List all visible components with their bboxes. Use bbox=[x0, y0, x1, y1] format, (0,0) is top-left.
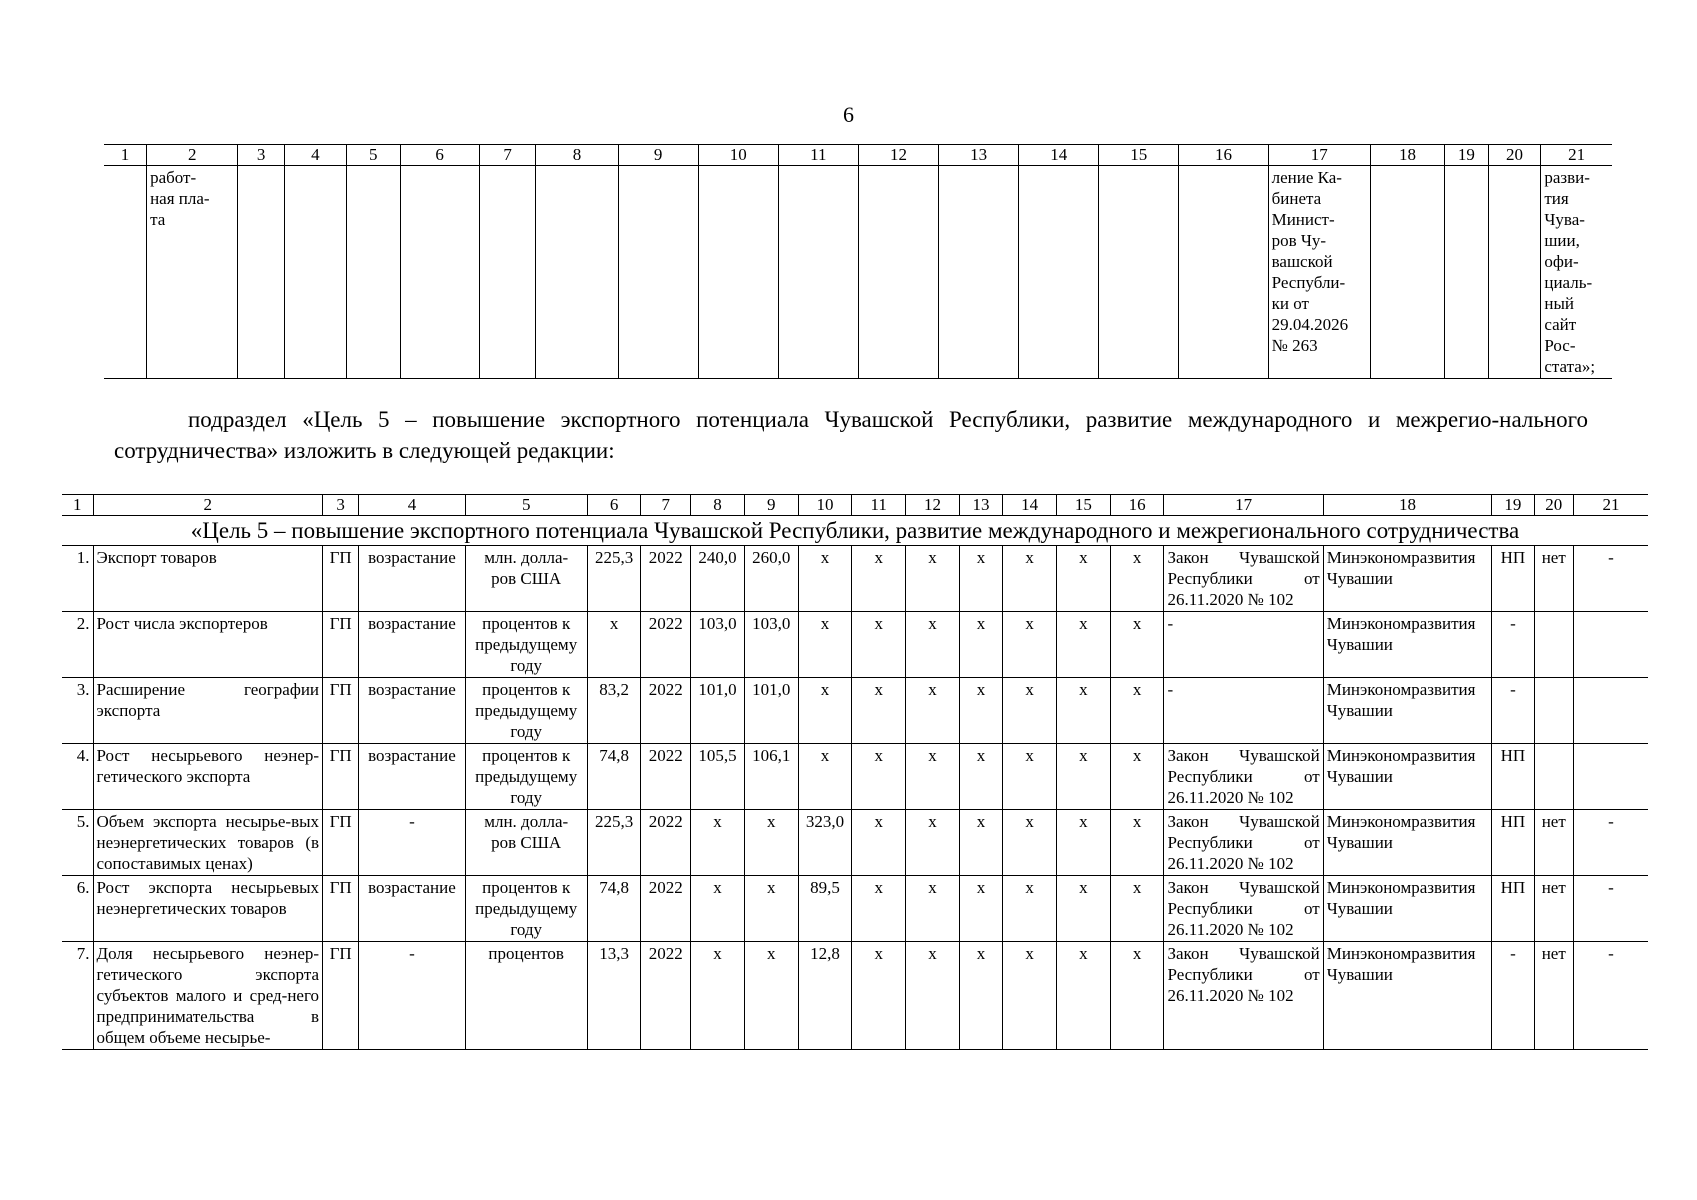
cell-v15: х bbox=[1056, 678, 1110, 744]
cell-year: 2022 bbox=[641, 942, 691, 1050]
column-numbers-row bbox=[62, 495, 1648, 516]
cell-v16: х bbox=[1110, 744, 1164, 810]
cell bbox=[400, 166, 479, 379]
cell-v13: х bbox=[959, 876, 1002, 942]
cell bbox=[778, 166, 858, 379]
cell-v12: х bbox=[906, 678, 960, 744]
column-number: 7 bbox=[479, 145, 536, 166]
cell-base: 74,8 bbox=[587, 744, 641, 810]
cell-type: ГП bbox=[323, 810, 359, 876]
cell-v10: 323,0 bbox=[798, 810, 852, 876]
cell-v15: х bbox=[1056, 546, 1110, 612]
column-number: 20 bbox=[1488, 145, 1541, 166]
column-number: 2 bbox=[147, 145, 238, 166]
cell-v9: х bbox=[744, 810, 798, 876]
column-number: 11 bbox=[778, 145, 858, 166]
column-number: 5 bbox=[346, 145, 400, 166]
cell bbox=[1445, 166, 1489, 379]
cell-type: ГП bbox=[323, 678, 359, 744]
cell-name: Экспорт товаров bbox=[93, 546, 323, 612]
cell-base: 225,3 bbox=[587, 810, 641, 876]
cell-v16: х bbox=[1110, 810, 1164, 876]
column-number: 1 bbox=[104, 145, 147, 166]
cell-v14: х bbox=[1003, 744, 1057, 810]
cell-v12: х bbox=[906, 942, 960, 1050]
amendment-paragraph: подраздел «Цель 5 – повышение экспортного потенциала Чувашской Республики, развитие международного и межрегио-нального сотрудничества» изложить в следующей редакции: bbox=[114, 407, 1588, 463]
cell-year: 2022 bbox=[641, 678, 691, 744]
cell-year: 2022 bbox=[641, 744, 691, 810]
cell-trend: возрастание bbox=[359, 678, 465, 744]
cell-v15: х bbox=[1056, 744, 1110, 810]
cell-v8: х bbox=[691, 810, 745, 876]
cell-v12: х bbox=[906, 612, 960, 678]
cell-base: х bbox=[587, 612, 641, 678]
cell-v8: х bbox=[691, 942, 745, 1050]
cell-v16: х bbox=[1110, 612, 1164, 678]
cell-doc: Закон Чувашской Республики от 26.11.2020 № 102 bbox=[1164, 546, 1323, 612]
column-number: 13 bbox=[959, 495, 1002, 516]
cell bbox=[104, 166, 147, 379]
cell-base: 225,3 bbox=[587, 546, 641, 612]
cell bbox=[698, 166, 778, 379]
continuation-table bbox=[104, 144, 1612, 379]
table-row bbox=[62, 612, 1648, 678]
column-number: 9 bbox=[744, 495, 798, 516]
column-number: 1 bbox=[62, 495, 93, 516]
cell-v10: х bbox=[798, 678, 852, 744]
column-number: 17 bbox=[1164, 495, 1323, 516]
cell-v14: х bbox=[1003, 942, 1057, 1050]
cell-c21 bbox=[1573, 612, 1648, 678]
column-number: 7 bbox=[641, 495, 691, 516]
column-number: 6 bbox=[400, 145, 479, 166]
cell bbox=[1179, 166, 1268, 379]
column-number: 2 bbox=[93, 495, 323, 516]
cell-v15: х bbox=[1056, 810, 1110, 876]
cell bbox=[1099, 166, 1179, 379]
cell-v8: 240,0 bbox=[691, 546, 745, 612]
cell-c19: - bbox=[1492, 612, 1534, 678]
cell-doc: Закон Чувашской Республики от 26.11.2020 № 102 bbox=[1164, 810, 1323, 876]
cell-year: 2022 bbox=[641, 876, 691, 942]
column-number: 9 bbox=[618, 145, 698, 166]
cell-doc: Закон Чувашской Республики от 26.11.2020 № 102 bbox=[1164, 744, 1323, 810]
cell-trend: возрастание bbox=[359, 546, 465, 612]
cell-v8: 101,0 bbox=[691, 678, 745, 744]
cell-v12: х bbox=[906, 876, 960, 942]
cell bbox=[479, 166, 536, 379]
cell-trend: - bbox=[359, 810, 465, 876]
cell-type: ГП bbox=[323, 942, 359, 1050]
column-number: 11 bbox=[852, 495, 906, 516]
cell-v15: х bbox=[1056, 876, 1110, 942]
cell-c19: - bbox=[1492, 942, 1534, 1050]
cell-c19: НП bbox=[1492, 810, 1534, 876]
column-number: 15 bbox=[1056, 495, 1110, 516]
cell-org: Минэкономразвития Чувашии bbox=[1323, 876, 1492, 942]
cell-doc: Закон Чувашской Республики от 26.11.2020 № 102 bbox=[1164, 876, 1323, 942]
cell-name: Доля несырьевого неэнер-гетического экспорта субъектов малого и сред-него предпринимательства в общем объеме несырье- bbox=[93, 942, 323, 1050]
cell-base: 83,2 bbox=[587, 678, 641, 744]
goal-title-row bbox=[62, 516, 1648, 546]
cell-v11: х bbox=[852, 612, 906, 678]
column-number: 13 bbox=[939, 145, 1019, 166]
cell-n: 6. bbox=[62, 876, 93, 942]
cell bbox=[858, 166, 938, 379]
cell-base: 74,8 bbox=[587, 876, 641, 942]
cell-v13: х bbox=[959, 942, 1002, 1050]
cell-n: 4. bbox=[62, 744, 93, 810]
cell-name: Рост числа экспортеров bbox=[93, 612, 323, 678]
cell-v13: х bbox=[959, 810, 1002, 876]
cell bbox=[618, 166, 698, 379]
cell bbox=[284, 166, 346, 379]
cell-v9: 106,1 bbox=[744, 744, 798, 810]
column-number: 6 bbox=[587, 495, 641, 516]
cell-n: 2. bbox=[62, 612, 93, 678]
cell-name: Расширение географии экспорта bbox=[93, 678, 323, 744]
cell-v11: х bbox=[852, 942, 906, 1050]
cell-type: ГП bbox=[323, 546, 359, 612]
cell-c21: - bbox=[1573, 546, 1648, 612]
cell-org: Минэкономразвития Чувашии bbox=[1323, 744, 1492, 810]
cell-c20: нет bbox=[1534, 876, 1573, 942]
cell bbox=[1019, 166, 1099, 379]
cell-c20 bbox=[1534, 612, 1573, 678]
cell-type: ГП bbox=[323, 876, 359, 942]
cell-n: 3. bbox=[62, 678, 93, 744]
cell-v14: х bbox=[1003, 546, 1057, 612]
cell bbox=[238, 166, 285, 379]
cell-v9: х bbox=[744, 876, 798, 942]
cell-v11: х bbox=[852, 810, 906, 876]
cell-year: 2022 bbox=[641, 546, 691, 612]
column-number: 3 bbox=[238, 145, 285, 166]
cell-v16: х bbox=[1110, 546, 1164, 612]
cell bbox=[1488, 166, 1541, 379]
cell-n: 7. bbox=[62, 942, 93, 1050]
cell-v13: х bbox=[959, 678, 1002, 744]
cell-v10: 89,5 bbox=[798, 876, 852, 942]
cell-name: Рост несырьевого неэнер-гетического экспорта bbox=[93, 744, 323, 810]
cell-doc: - bbox=[1164, 612, 1323, 678]
cell-v9: 103,0 bbox=[744, 612, 798, 678]
column-numbers-row bbox=[104, 145, 1612, 166]
column-number: 5 bbox=[465, 495, 587, 516]
cell-v16: х bbox=[1110, 876, 1164, 942]
cell-c21: - bbox=[1573, 876, 1648, 942]
column-number: 21 bbox=[1541, 145, 1612, 166]
column-number: 12 bbox=[906, 495, 960, 516]
table-row bbox=[62, 744, 1648, 810]
column-number: 4 bbox=[284, 145, 346, 166]
cell-unit: процентов bbox=[465, 942, 587, 1050]
cell-v16: х bbox=[1110, 678, 1164, 744]
cell-unit: процентов к предыдущему году bbox=[465, 612, 587, 678]
cell-year: 2022 bbox=[641, 810, 691, 876]
cell-unit: процентов к предыдущему году bbox=[465, 876, 587, 942]
cell-type: ГП bbox=[323, 612, 359, 678]
column-number: 10 bbox=[698, 145, 778, 166]
table-row bbox=[62, 546, 1648, 612]
cell-c20 bbox=[1534, 678, 1573, 744]
cell-col21: разви- тия Чува- шии, офи- циаль- ный сайт Рос- стата»; bbox=[1541, 166, 1612, 379]
cell-name: Объем экспорта несырье-вых неэнергетических товаров (в сопоставимых ценах) bbox=[93, 810, 323, 876]
cell-v13: х bbox=[959, 612, 1002, 678]
cell-trend: возрастание bbox=[359, 876, 465, 942]
table-row bbox=[62, 810, 1648, 876]
cell-org: Минэкономразвития Чувашии bbox=[1323, 942, 1492, 1050]
table-row bbox=[62, 678, 1648, 744]
cell-v15: х bbox=[1056, 612, 1110, 678]
cell-v12: х bbox=[906, 744, 960, 810]
column-number: 8 bbox=[691, 495, 745, 516]
cell-col17: ление Ка- бинета Минист- ров Чу- вашской Республи- ки от 29.04.2026 № 263 bbox=[1268, 166, 1370, 379]
cell-v9: 101,0 bbox=[744, 678, 798, 744]
column-number: 14 bbox=[1019, 145, 1099, 166]
cell-unit: млн. долла- ров США bbox=[465, 810, 587, 876]
cell-v14: х bbox=[1003, 876, 1057, 942]
column-number: 20 bbox=[1534, 495, 1573, 516]
table-row bbox=[62, 942, 1648, 1050]
column-number: 10 bbox=[798, 495, 852, 516]
column-number: 4 bbox=[359, 495, 465, 516]
cell-c20: нет bbox=[1534, 942, 1573, 1050]
cell-org: Минэкономразвития Чувашии bbox=[1323, 810, 1492, 876]
table-row bbox=[62, 876, 1648, 942]
cell-unit: млн. долла- ров США bbox=[465, 546, 587, 612]
cell-type: ГП bbox=[323, 744, 359, 810]
column-number: 16 bbox=[1179, 145, 1268, 166]
cell-col2: работ- ная пла- та bbox=[147, 166, 238, 379]
page-number: 6 bbox=[843, 102, 854, 127]
column-number: 19 bbox=[1492, 495, 1534, 516]
cell-c19: НП bbox=[1492, 876, 1534, 942]
column-number: 21 bbox=[1573, 495, 1648, 516]
cell-v8: х bbox=[691, 876, 745, 942]
column-number: 12 bbox=[858, 145, 938, 166]
cell-org: Минэкономразвития Чувашии bbox=[1323, 546, 1492, 612]
cell-v9: х bbox=[744, 942, 798, 1050]
cell-v14: х bbox=[1003, 612, 1057, 678]
cell-c19: НП bbox=[1492, 744, 1534, 810]
cell-org: Минэкономразвития Чувашии bbox=[1323, 612, 1492, 678]
column-number: 18 bbox=[1323, 495, 1492, 516]
cell-v10: 12,8 bbox=[798, 942, 852, 1050]
cell-v12: х bbox=[906, 810, 960, 876]
cell-name: Рост экспорта несырьевых неэнергетических товаров bbox=[93, 876, 323, 942]
goal-5-table bbox=[62, 494, 1648, 1050]
cell-v16: х bbox=[1110, 942, 1164, 1050]
cell-trend: - bbox=[359, 942, 465, 1050]
cell-v15: х bbox=[1056, 942, 1110, 1050]
cell bbox=[346, 166, 400, 379]
column-number: 18 bbox=[1371, 145, 1445, 166]
cell-v10: х bbox=[798, 612, 852, 678]
column-number: 14 bbox=[1003, 495, 1057, 516]
cell-v8: 103,0 bbox=[691, 612, 745, 678]
cell-c19: - bbox=[1492, 678, 1534, 744]
cell-trend: возрастание bbox=[359, 744, 465, 810]
cell-year: 2022 bbox=[641, 612, 691, 678]
cell-doc: - bbox=[1164, 678, 1323, 744]
column-number: 15 bbox=[1099, 145, 1179, 166]
cell-unit: процентов к предыдущему году bbox=[465, 744, 587, 810]
cell-v10: х bbox=[798, 744, 852, 810]
cell-v9: 260,0 bbox=[744, 546, 798, 612]
cell-v12: х bbox=[906, 546, 960, 612]
column-number: 17 bbox=[1268, 145, 1370, 166]
column-number: 19 bbox=[1445, 145, 1489, 166]
cell-v10: х bbox=[798, 546, 852, 612]
cell-unit: процентов к предыдущему году bbox=[465, 678, 587, 744]
cell-v11: х bbox=[852, 546, 906, 612]
column-number: 3 bbox=[323, 495, 359, 516]
cell bbox=[1371, 166, 1445, 379]
cell-n: 1. bbox=[62, 546, 93, 612]
goal-title: «Цель 5 – повышение экспортного потенциала Чувашской Республики, развитие международного и межрегионального сотрудничества bbox=[62, 516, 1648, 546]
cell-c20: нет bbox=[1534, 546, 1573, 612]
cell-v8: 105,5 bbox=[691, 744, 745, 810]
cell-c20: нет bbox=[1534, 810, 1573, 876]
cell-c21: - bbox=[1573, 810, 1648, 876]
cell bbox=[536, 166, 618, 379]
cell-v11: х bbox=[852, 876, 906, 942]
cell-trend: возрастание bbox=[359, 612, 465, 678]
column-number: 8 bbox=[536, 145, 618, 166]
cell-c21 bbox=[1573, 678, 1648, 744]
cell-doc: Закон Чувашской Республики от 26.11.2020 № 102 bbox=[1164, 942, 1323, 1050]
cell-v14: х bbox=[1003, 810, 1057, 876]
cell-v11: х bbox=[852, 678, 906, 744]
cell-c20 bbox=[1534, 744, 1573, 810]
cell bbox=[939, 166, 1019, 379]
column-number: 16 bbox=[1110, 495, 1164, 516]
cell-v13: х bbox=[959, 744, 1002, 810]
cell-c19: НП bbox=[1492, 546, 1534, 612]
cell-v14: х bbox=[1003, 678, 1057, 744]
cell-v11: х bbox=[852, 744, 906, 810]
cell-c21: - bbox=[1573, 942, 1648, 1050]
cell-c21 bbox=[1573, 744, 1648, 810]
cell-org: Минэкономразвития Чувашии bbox=[1323, 678, 1492, 744]
continuation-row bbox=[104, 166, 1612, 379]
cell-base: 13,3 bbox=[587, 942, 641, 1050]
cell-n: 5. bbox=[62, 810, 93, 876]
cell-v13: х bbox=[959, 546, 1002, 612]
